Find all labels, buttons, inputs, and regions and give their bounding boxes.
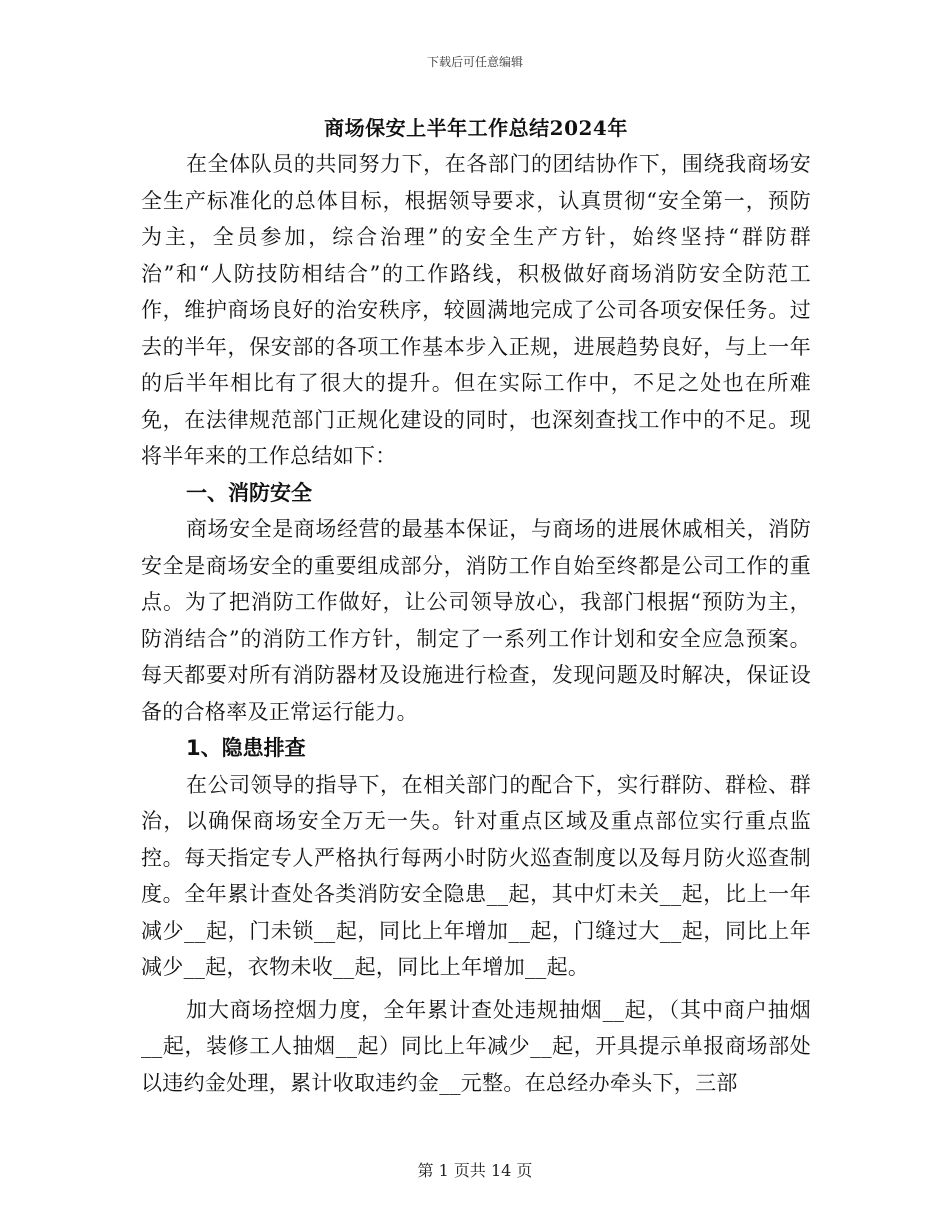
subsection-heading-hazard-check: 1、隐患排查 <box>186 736 306 760</box>
page-number: 第 1 页共 14 页 <box>417 1161 533 1180</box>
intro-paragraph: 在全体队员的共同努力下，在各部门的团结协作下，围绕我商场安全生产标准化的总体目标，根据领导要求，认真贯彻“安全第一，预防为主，全员参加，综合治理”的安全生产方针，始终坚持“群防群治”和“人防技防相结合”的工作路线，积极做好商场消防安全防范工作，维护商场良好的治安秩序，较圆满地完成了公司各项安保任务。过去的半年，保安部的各项工作基本步入正规，进展趋势良好，与上一年的后半年相比有了很大的提升。但在实际工作中，不足之处也在所难免，在法律规范部门正规化建设的同时，也深刻查找工作中的不足。现将半年来的工作总结如下： <box>141 152 811 468</box>
smoking-control-paragraph: 加大商场控烟力度，全年累计查处违规抽烟__起，（其中商户抽烟__起，装修工人抽烟__起）同比上年减少__起，开具提示单报商场部处以违约金处理，累计收取违约金__元整。在总经办牵头下，三部 <box>141 997 811 1095</box>
fire-safety-paragraph: 商场安全是商场经营的最基本保证，与商场的进展休戚相关，消防安全是商场安全的重要组成部分，消防工作自始至终都是公司工作的重点。为了把消防工作做好，让公司领导放心，我部门根据“预防为主，防消结合”的消防工作方针，制定了一系列工作计划和安全应急预案。每天都要对所有消防器材及设施进行检查，发现问题及时解决，保证设备的合格率及正常运行能力。 <box>141 517 811 724</box>
header-note: 下载后可任意编辑 <box>426 55 523 69</box>
section-heading-fire-safety: 一、消防安全 <box>186 480 312 505</box>
document-title: 商场保安上半年工作总结2024年 <box>324 116 628 140</box>
hazard-check-paragraph: 在公司领导的指导下，在相关部门的配合下，实行群防、群检、群治，以确保商场安全万无一失。针对重点区域及重点部位实行重点监控。每天指定专人严格执行每两小时防火巡查制度以及每月防火巡查制度。全年累计查处各类消防安全隐患__起，其中灯未关__起，比上一年减少__起，门未锁__起，同比上年增加__起，门缝过大__起，同比上年减少__起，衣物未收__起，同比上年增加__起。 <box>141 772 811 979</box>
document-body <box>141 110 811 1101</box>
